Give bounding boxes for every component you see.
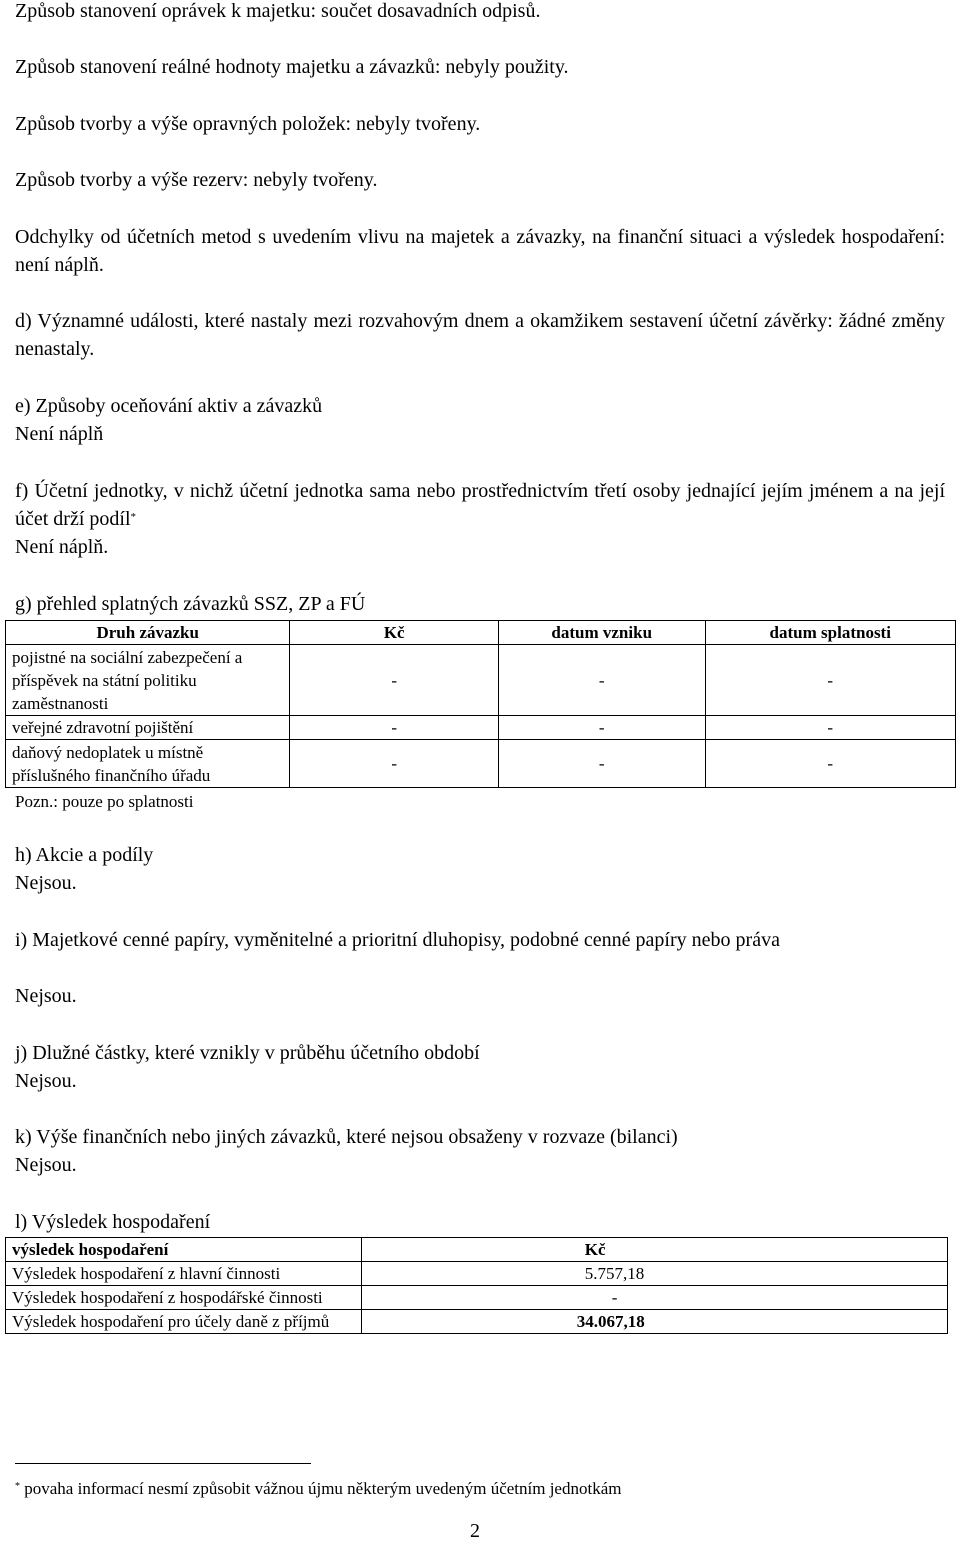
cell-value xyxy=(361,1262,947,1286)
line-opravky: Způsob stanovení oprávek k majetku: součet dosavadních odpisů. xyxy=(15,0,541,22)
line-opravne-polozky: Způsob tvorby a výše opravných položek: nebyly tvořeny. xyxy=(15,113,481,135)
col-datum-vzniku: datum vzniku xyxy=(498,621,705,645)
cell-kc: - xyxy=(290,716,498,740)
section-d: d) Významné události, které nastaly mezi rozvahovým dnem a okamžikem sestavení účetní závěrky: žádné změny nenastaly. xyxy=(15,310,945,360)
cell-datum-vzniku: - xyxy=(498,645,705,716)
section-i-body: Nejsou. xyxy=(15,985,77,1007)
section-h-body: Nejsou. xyxy=(15,872,77,894)
section-e-heading: e) Způsoby oceňování aktiv a závazků xyxy=(15,395,323,417)
section-j-heading: j) Dlužné částky, které vznikly v průběhu účetního období xyxy=(15,1042,480,1064)
line-realna-hodnota: Způsob stanovení reálné hodnoty majetku a závazků: nebyly použity. xyxy=(15,56,569,78)
cell-datum-splatnosti: - xyxy=(705,716,956,740)
footnote-text: povaha informací nesmí způsobit vážnou újmu některým uvedeným účetním jednotkám xyxy=(24,1479,622,1498)
value-hlavni: 5.757,18 xyxy=(584,1264,645,1283)
section-k-body: Nejsou. xyxy=(15,1154,77,1176)
section-j-body: Nejsou. xyxy=(15,1070,77,1092)
footnote-mark: * xyxy=(130,511,137,523)
line-odchylky: Odchylky od účetních metod s uvedením vlivu na majetek a závazky, na finanční situaci a výsledek hospodaření: není náplň. xyxy=(15,226,945,276)
cell-druh: daňový nedoplatek u místně příslušného finančního úřadu xyxy=(6,740,290,788)
section-f-text: f) Účetní jednotky, v nichž účetní jednotka sama nebo prostřednictvím třetí osoby jednající jejím jménem a na její účet drží podíl xyxy=(15,480,945,530)
cell-druh: veřejné zdravotní pojištění xyxy=(6,716,290,740)
table-header-row xyxy=(6,621,956,645)
footnote-divider xyxy=(15,1463,311,1464)
section-g-heading: g) přehled splatných závazků SSZ, ZP a FÚ xyxy=(15,593,366,615)
section-k-heading: k) Výše finančních nebo jiných závazků, které nejsou obsaženy v rozvaze (bilanci) xyxy=(15,1126,678,1148)
col-kc: Kč xyxy=(290,621,498,645)
cell-datum-splatnosti: - xyxy=(705,740,956,788)
section-e-body: Není náplň xyxy=(15,423,104,445)
cell-label: Výsledek hospodaření z hlavní činnosti xyxy=(6,1262,362,1286)
value-hospodarska: - xyxy=(611,1288,618,1307)
section-h-heading: h) Akcie a podíly xyxy=(15,844,154,866)
table-row xyxy=(6,740,956,788)
cell-kc: - xyxy=(290,645,498,716)
table-header-row xyxy=(6,1238,948,1262)
cell-datum-splatnosti: - xyxy=(705,645,956,716)
table-vysledek-hospodareni xyxy=(5,1237,948,1334)
table-row xyxy=(6,716,956,740)
value-dan: 34.067,18 xyxy=(576,1312,645,1331)
cell-datum-vzniku: - xyxy=(498,740,705,788)
col-kc: Kč xyxy=(361,1238,947,1262)
section-l-heading: l) Výsledek hospodaření xyxy=(15,1211,211,1233)
cell-label: Výsledek hospodaření pro účely daně z příjmů xyxy=(6,1310,362,1334)
table-row xyxy=(6,1310,948,1334)
page-number: 2 xyxy=(470,1520,480,1542)
col-druh-zavazku: Druh závazku xyxy=(6,621,290,645)
section-f-heading xyxy=(15,477,945,533)
cell-label: Výsledek hospodaření z hospodářské činnosti xyxy=(6,1286,362,1310)
section-f-body: Není náplň. xyxy=(15,536,109,558)
section-i-heading: i) Majetkové cenné papíry, vyměnitelné a prioritní dluhopisy, podobné cenné papíry nebo práva xyxy=(15,929,780,951)
cell-kc: - xyxy=(290,740,498,788)
cell-value xyxy=(361,1286,947,1310)
line-rezervy: Způsob tvorby a výše rezerv: nebyly tvořeny. xyxy=(15,169,378,191)
table-row xyxy=(6,1286,948,1310)
table-splatne-zavazky xyxy=(5,620,956,788)
cell-druh: pojistné na sociální zabezpečení a příspěvek na státní politiku zaměstnanosti xyxy=(6,645,290,716)
col-vysledek: výsledek hospodaření xyxy=(6,1238,362,1262)
cell-datum-vzniku: - xyxy=(498,716,705,740)
col-datum-splatnosti: datum splatnosti xyxy=(705,621,956,645)
table-row xyxy=(6,645,956,716)
table-row xyxy=(6,1262,948,1286)
cell-value xyxy=(361,1310,947,1334)
footnote xyxy=(15,1478,621,1500)
footnote-marker: * xyxy=(15,1481,20,1492)
table-note: Pozn.: pouze po splatnosti xyxy=(15,792,194,811)
